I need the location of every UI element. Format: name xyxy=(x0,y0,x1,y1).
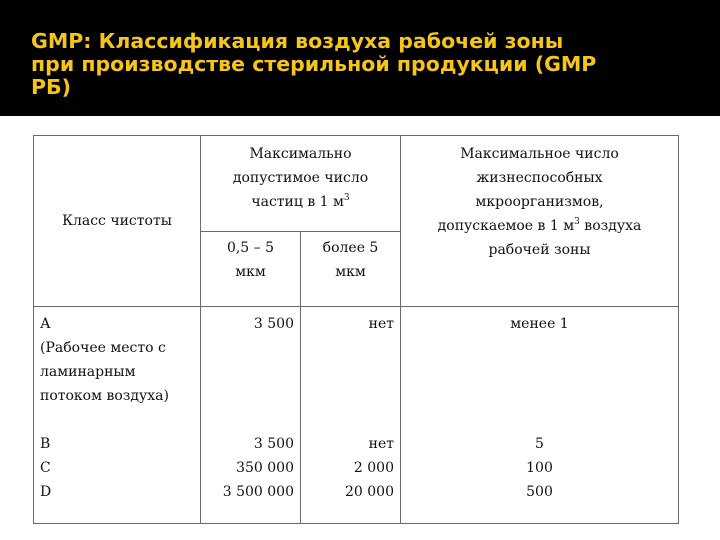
row-gap xyxy=(201,360,294,384)
row-gap xyxy=(401,360,678,384)
micro-header-text-b: воздуха xyxy=(579,218,642,234)
class-header-cell xyxy=(34,136,201,307)
row-gap xyxy=(401,384,678,408)
particles-header-cell xyxy=(201,136,401,232)
class-d-micro: 500 xyxy=(526,484,553,500)
class-a-p05-5: 3 500 xyxy=(253,316,294,332)
subheader-05-5-line-2: мкм xyxy=(235,264,266,280)
class-b-p05-5: 3 500 xyxy=(253,436,294,452)
class-header: Класс чистоты xyxy=(62,213,172,229)
class-d-p5: 20 000 xyxy=(345,484,394,500)
class-a-micro: менее 1 xyxy=(510,316,569,332)
particles-header-line-1: Максимально xyxy=(249,146,352,162)
particles-05-5-cell xyxy=(201,307,301,524)
row-gap xyxy=(401,336,678,360)
particles-header-line-3 xyxy=(201,190,400,214)
class-c-label: C xyxy=(40,460,51,476)
row-gap xyxy=(201,336,294,360)
micro-header-line-3: мкроорганизмов, xyxy=(475,194,604,210)
micro-header-text-a: допускаемое в 1 м xyxy=(437,218,575,234)
row-gap xyxy=(201,384,294,408)
title-line-2: при производстве стерильной продукции (GMP xyxy=(31,52,597,76)
row-gap xyxy=(40,408,200,432)
class-c-p5: 2 000 xyxy=(353,460,394,476)
particles-header-sup: 3 xyxy=(343,193,350,203)
particles-header-line-2: допустимое число xyxy=(232,170,369,186)
row-gap xyxy=(201,408,294,432)
title-line-3: РБ) xyxy=(31,75,72,99)
particles-over-5-cell xyxy=(301,307,401,524)
class-c-micro: 100 xyxy=(526,460,553,476)
class-b-p5: нет xyxy=(368,436,394,452)
classification-table xyxy=(33,135,679,524)
class-c-p05-5: 350 000 xyxy=(236,460,294,476)
class-b-label: B xyxy=(40,436,51,452)
micro-header-line-2: жизнеспособных xyxy=(476,170,603,186)
row-gap xyxy=(301,360,394,384)
slide-title xyxy=(31,30,701,99)
class-a-desc-3: потоком воздуха) xyxy=(40,388,169,404)
class-d-label: D xyxy=(40,484,52,500)
particles-header-text: частиц в 1 м xyxy=(251,194,344,210)
micro-header-line-5: рабочей зоны xyxy=(488,242,591,258)
micro-header-sup: 3 xyxy=(574,217,580,227)
class-a-desc-2: ламинарным xyxy=(40,364,136,380)
class-a-p5: нет xyxy=(368,316,394,332)
microorganisms-cell xyxy=(401,307,679,524)
row-gap xyxy=(301,384,394,408)
row-gap xyxy=(401,408,678,432)
subheader-05-5-line-1: 0,5 – 5 xyxy=(226,240,275,256)
subheader-05-5-cell xyxy=(201,232,301,307)
class-d-p05-5: 3 500 000 xyxy=(222,484,294,500)
microorganisms-header-cell xyxy=(401,136,679,307)
row-gap xyxy=(301,408,394,432)
micro-header-line-4 xyxy=(401,214,678,238)
subheader-over-5-line-2: мкм xyxy=(335,264,366,280)
subheader-over-5-cell xyxy=(301,232,401,307)
micro-header-line-1: Максимальное число xyxy=(460,146,619,162)
class-cell xyxy=(34,307,201,524)
class-a-label: А xyxy=(40,316,51,332)
subheader-over-5-line-1: более 5 xyxy=(322,240,379,256)
slide-header xyxy=(0,0,720,116)
class-b-micro: 5 xyxy=(535,436,544,452)
row-gap xyxy=(301,336,394,360)
title-line-1: GMP: Классификация воздуха рабочей зоны xyxy=(31,29,564,53)
class-a-desc-1: (Рабочее место с xyxy=(40,340,166,356)
